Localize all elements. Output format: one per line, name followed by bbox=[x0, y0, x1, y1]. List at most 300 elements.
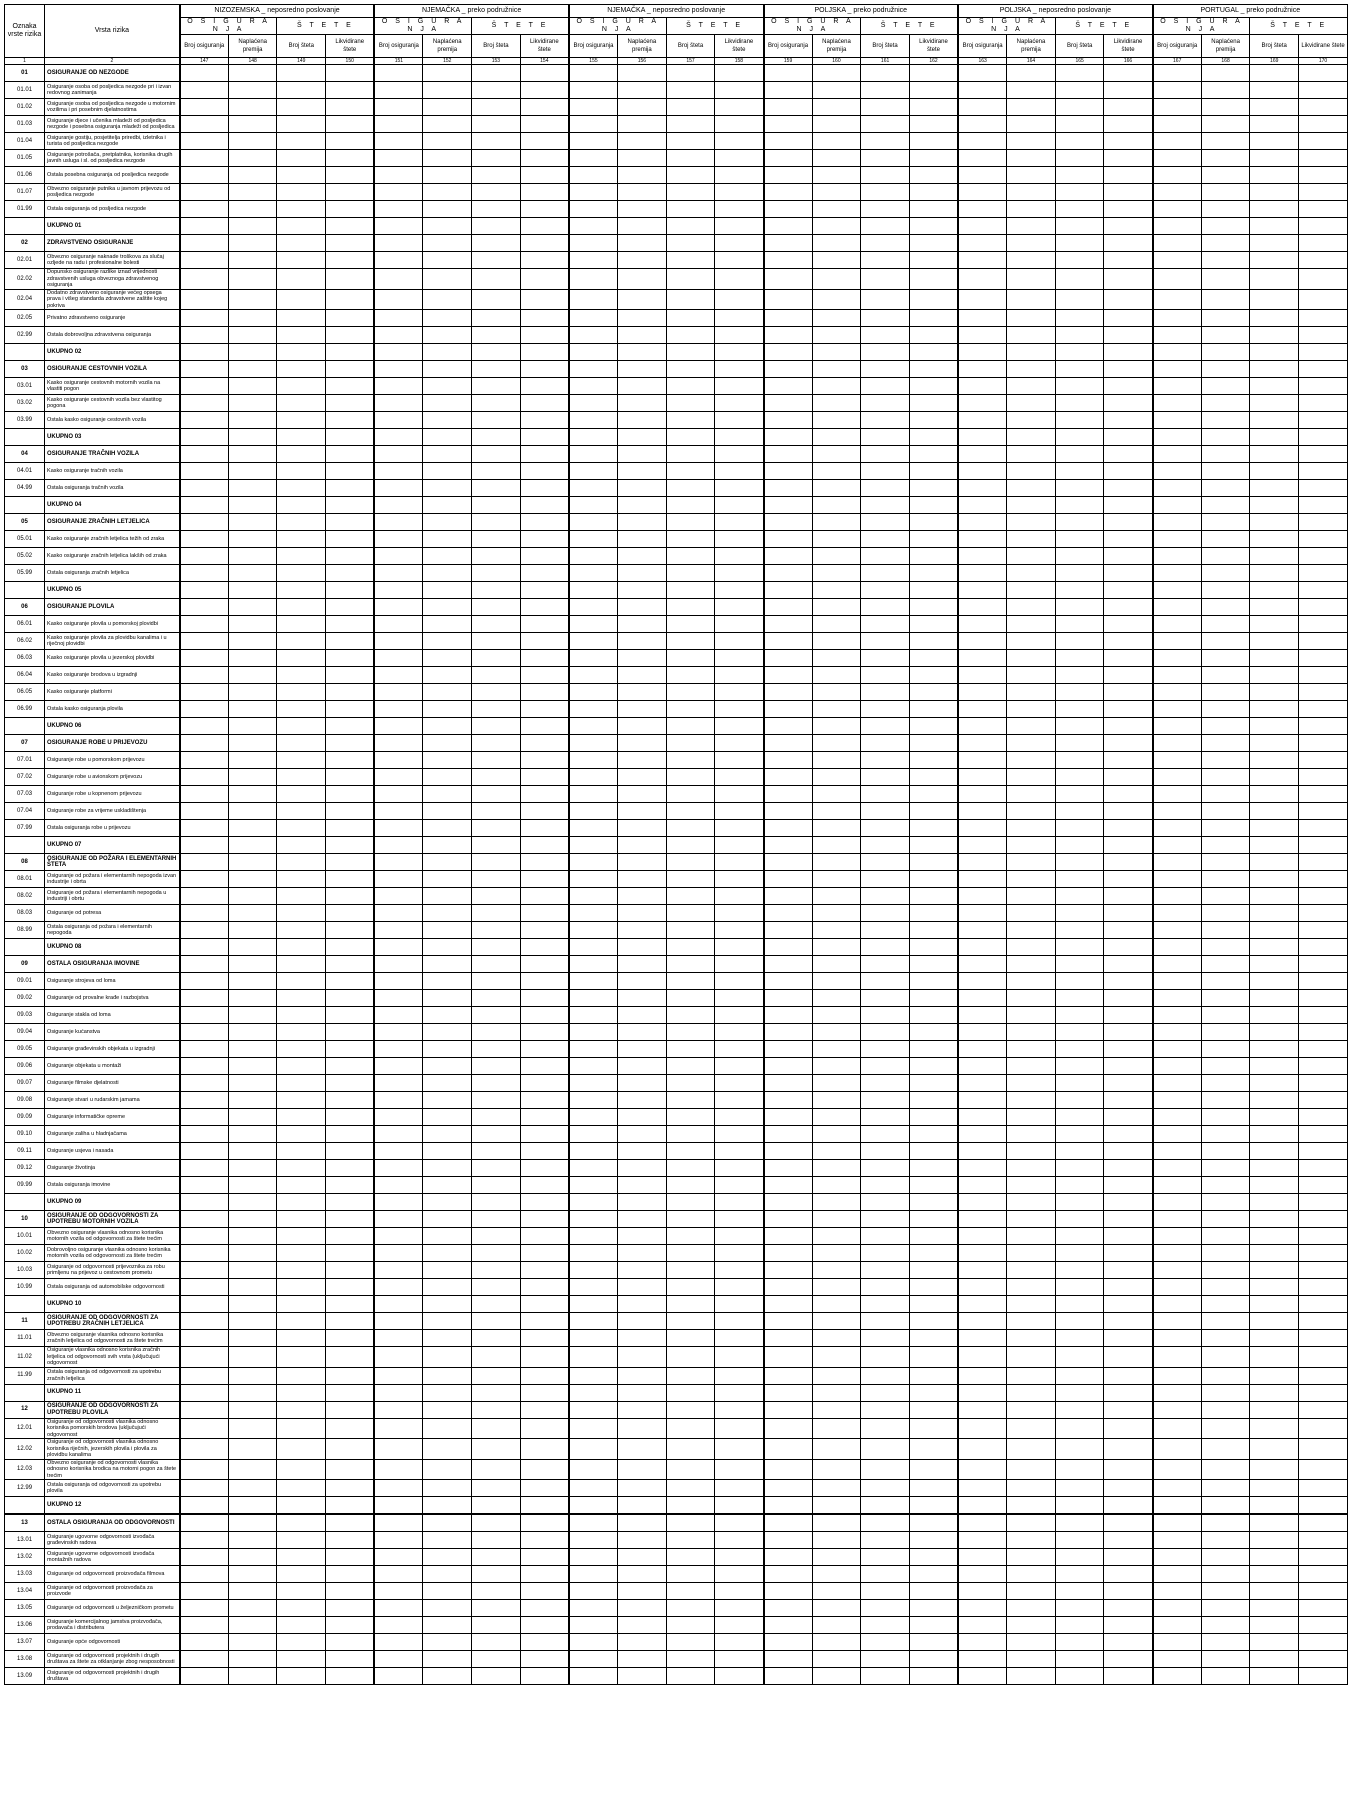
value-cell[interactable] bbox=[228, 888, 277, 905]
value-cell[interactable] bbox=[472, 531, 521, 548]
value-cell[interactable] bbox=[715, 854, 764, 871]
value-cell[interactable] bbox=[1055, 1194, 1104, 1211]
value-cell[interactable] bbox=[569, 65, 618, 82]
value-cell[interactable] bbox=[715, 990, 764, 1007]
value-cell[interactable] bbox=[1153, 1617, 1202, 1634]
value-cell[interactable] bbox=[423, 667, 472, 684]
value-cell[interactable] bbox=[715, 701, 764, 718]
value-cell[interactable] bbox=[764, 1143, 813, 1160]
value-cell[interactable] bbox=[909, 1330, 958, 1347]
value-cell[interactable] bbox=[423, 480, 472, 497]
value-cell[interactable] bbox=[569, 1532, 618, 1549]
value-cell[interactable] bbox=[812, 888, 861, 905]
value-cell[interactable] bbox=[812, 1634, 861, 1651]
value-cell[interactable] bbox=[909, 463, 958, 480]
value-cell[interactable] bbox=[423, 820, 472, 837]
value-cell[interactable] bbox=[1007, 1296, 1056, 1313]
value-cell[interactable] bbox=[909, 973, 958, 990]
value-cell[interactable] bbox=[666, 1075, 715, 1092]
value-cell[interactable] bbox=[618, 1041, 667, 1058]
value-cell[interactable] bbox=[569, 1245, 618, 1262]
value-cell[interactable] bbox=[1007, 1514, 1056, 1532]
value-cell[interactable] bbox=[228, 1583, 277, 1600]
value-cell[interactable] bbox=[812, 1651, 861, 1668]
value-cell[interactable] bbox=[1250, 133, 1299, 150]
value-cell[interactable] bbox=[1153, 1367, 1202, 1384]
value-cell[interactable] bbox=[277, 1634, 326, 1651]
value-cell[interactable] bbox=[958, 1058, 1007, 1075]
value-cell[interactable] bbox=[1153, 167, 1202, 184]
value-cell[interactable] bbox=[909, 531, 958, 548]
value-cell[interactable] bbox=[520, 1367, 569, 1384]
value-cell[interactable] bbox=[569, 531, 618, 548]
value-cell[interactable] bbox=[569, 361, 618, 378]
value-cell[interactable] bbox=[764, 446, 813, 463]
value-cell[interactable] bbox=[909, 1245, 958, 1262]
value-cell[interactable] bbox=[1007, 1160, 1056, 1177]
value-cell[interactable] bbox=[569, 1459, 618, 1480]
value-cell[interactable] bbox=[1055, 82, 1104, 99]
value-cell[interactable] bbox=[1007, 344, 1056, 361]
value-cell[interactable] bbox=[1201, 1143, 1250, 1160]
value-cell[interactable] bbox=[666, 922, 715, 939]
value-cell[interactable] bbox=[958, 548, 1007, 565]
value-cell[interactable] bbox=[228, 939, 277, 956]
value-cell[interactable] bbox=[1250, 218, 1299, 235]
value-cell[interactable] bbox=[277, 1347, 326, 1368]
value-cell[interactable] bbox=[715, 803, 764, 820]
value-cell[interactable] bbox=[666, 184, 715, 201]
value-cell[interactable] bbox=[618, 201, 667, 218]
value-cell[interactable] bbox=[812, 1367, 861, 1384]
value-cell[interactable] bbox=[715, 344, 764, 361]
value-cell[interactable] bbox=[1153, 684, 1202, 701]
value-cell[interactable] bbox=[666, 252, 715, 269]
value-cell[interactable] bbox=[180, 167, 229, 184]
value-cell[interactable] bbox=[1299, 1480, 1348, 1497]
value-cell[interactable] bbox=[861, 378, 910, 395]
value-cell[interactable] bbox=[326, 531, 375, 548]
value-cell[interactable] bbox=[180, 1143, 229, 1160]
value-cell[interactable] bbox=[861, 1143, 910, 1160]
value-cell[interactable] bbox=[1104, 1228, 1153, 1245]
value-cell[interactable] bbox=[423, 218, 472, 235]
value-cell[interactable] bbox=[715, 480, 764, 497]
value-cell[interactable] bbox=[277, 116, 326, 133]
value-cell[interactable] bbox=[277, 289, 326, 310]
value-cell[interactable] bbox=[277, 837, 326, 854]
value-cell[interactable] bbox=[277, 1514, 326, 1532]
value-cell[interactable] bbox=[228, 1549, 277, 1566]
value-cell[interactable] bbox=[812, 1600, 861, 1617]
value-cell[interactable] bbox=[1055, 1160, 1104, 1177]
value-cell[interactable] bbox=[569, 582, 618, 599]
value-cell[interactable] bbox=[569, 1634, 618, 1651]
value-cell[interactable] bbox=[423, 1330, 472, 1347]
value-cell[interactable] bbox=[1153, 1160, 1202, 1177]
value-cell[interactable] bbox=[812, 1418, 861, 1439]
value-cell[interactable] bbox=[618, 837, 667, 854]
value-cell[interactable] bbox=[1250, 1143, 1299, 1160]
value-cell[interactable] bbox=[228, 1651, 277, 1668]
value-cell[interactable] bbox=[666, 956, 715, 973]
value-cell[interactable] bbox=[1007, 820, 1056, 837]
value-cell[interactable] bbox=[520, 1007, 569, 1024]
value-cell[interactable] bbox=[764, 201, 813, 218]
value-cell[interactable] bbox=[326, 1177, 375, 1194]
value-cell[interactable] bbox=[520, 548, 569, 565]
value-cell[interactable] bbox=[520, 1143, 569, 1160]
value-cell[interactable] bbox=[472, 701, 521, 718]
value-cell[interactable] bbox=[618, 1313, 667, 1330]
value-cell[interactable] bbox=[1250, 412, 1299, 429]
value-cell[interactable] bbox=[1104, 1041, 1153, 1058]
value-cell[interactable] bbox=[1250, 1024, 1299, 1041]
value-cell[interactable] bbox=[423, 837, 472, 854]
value-cell[interactable] bbox=[861, 752, 910, 769]
value-cell[interactable] bbox=[861, 888, 910, 905]
value-cell[interactable] bbox=[909, 1041, 958, 1058]
value-cell[interactable] bbox=[228, 1075, 277, 1092]
value-cell[interactable] bbox=[909, 235, 958, 252]
value-cell[interactable] bbox=[1250, 1347, 1299, 1368]
value-cell[interactable] bbox=[277, 735, 326, 752]
value-cell[interactable] bbox=[374, 395, 423, 412]
value-cell[interactable] bbox=[326, 218, 375, 235]
value-cell[interactable] bbox=[1250, 235, 1299, 252]
value-cell[interactable] bbox=[715, 1143, 764, 1160]
value-cell[interactable] bbox=[666, 1480, 715, 1497]
value-cell[interactable] bbox=[958, 1549, 1007, 1566]
value-cell[interactable] bbox=[326, 1384, 375, 1401]
value-cell[interactable] bbox=[958, 973, 1007, 990]
value-cell[interactable] bbox=[1104, 786, 1153, 803]
value-cell[interactable] bbox=[618, 684, 667, 701]
value-cell[interactable] bbox=[958, 1262, 1007, 1279]
value-cell[interactable] bbox=[715, 1459, 764, 1480]
value-cell[interactable] bbox=[666, 1194, 715, 1211]
value-cell[interactable] bbox=[423, 1279, 472, 1296]
value-cell[interactable] bbox=[1055, 1075, 1104, 1092]
value-cell[interactable] bbox=[1299, 497, 1348, 514]
value-cell[interactable] bbox=[715, 201, 764, 218]
value-cell[interactable] bbox=[1055, 990, 1104, 1007]
value-cell[interactable] bbox=[326, 1514, 375, 1532]
value-cell[interactable] bbox=[618, 133, 667, 150]
value-cell[interactable] bbox=[423, 1549, 472, 1566]
value-cell[interactable] bbox=[277, 582, 326, 599]
value-cell[interactable] bbox=[520, 514, 569, 531]
value-cell[interactable] bbox=[1299, 378, 1348, 395]
value-cell[interactable] bbox=[326, 633, 375, 650]
value-cell[interactable] bbox=[861, 633, 910, 650]
value-cell[interactable] bbox=[520, 310, 569, 327]
value-cell[interactable] bbox=[180, 1600, 229, 1617]
value-cell[interactable] bbox=[861, 701, 910, 718]
value-cell[interactable] bbox=[1201, 1459, 1250, 1480]
value-cell[interactable] bbox=[1250, 871, 1299, 888]
value-cell[interactable] bbox=[618, 1583, 667, 1600]
value-cell[interactable] bbox=[1007, 922, 1056, 939]
value-cell[interactable] bbox=[666, 531, 715, 548]
value-cell[interactable] bbox=[472, 735, 521, 752]
value-cell[interactable] bbox=[1055, 395, 1104, 412]
value-cell[interactable] bbox=[228, 429, 277, 446]
value-cell[interactable] bbox=[472, 1439, 521, 1460]
value-cell[interactable] bbox=[1153, 1583, 1202, 1600]
value-cell[interactable] bbox=[374, 1024, 423, 1041]
value-cell[interactable] bbox=[326, 1245, 375, 1262]
value-cell[interactable] bbox=[958, 252, 1007, 269]
value-cell[interactable] bbox=[472, 1347, 521, 1368]
value-cell[interactable] bbox=[1201, 1549, 1250, 1566]
value-cell[interactable] bbox=[1104, 701, 1153, 718]
value-cell[interactable] bbox=[861, 1384, 910, 1401]
value-cell[interactable] bbox=[812, 531, 861, 548]
value-cell[interactable] bbox=[472, 1634, 521, 1651]
value-cell[interactable] bbox=[1201, 1075, 1250, 1092]
value-cell[interactable] bbox=[618, 633, 667, 650]
value-cell[interactable] bbox=[472, 1401, 521, 1418]
value-cell[interactable] bbox=[228, 310, 277, 327]
value-cell[interactable] bbox=[958, 1480, 1007, 1497]
value-cell[interactable] bbox=[569, 344, 618, 361]
value-cell[interactable] bbox=[666, 310, 715, 327]
value-cell[interactable] bbox=[520, 497, 569, 514]
value-cell[interactable] bbox=[180, 1109, 229, 1126]
value-cell[interactable] bbox=[1299, 344, 1348, 361]
value-cell[interactable] bbox=[277, 218, 326, 235]
value-cell[interactable] bbox=[569, 378, 618, 395]
value-cell[interactable] bbox=[326, 289, 375, 310]
value-cell[interactable] bbox=[423, 922, 472, 939]
value-cell[interactable] bbox=[812, 565, 861, 582]
value-cell[interactable] bbox=[909, 252, 958, 269]
value-cell[interactable] bbox=[374, 888, 423, 905]
value-cell[interactable] bbox=[715, 1401, 764, 1418]
value-cell[interactable] bbox=[472, 344, 521, 361]
value-cell[interactable] bbox=[666, 786, 715, 803]
value-cell[interactable] bbox=[861, 582, 910, 599]
value-cell[interactable] bbox=[861, 1651, 910, 1668]
value-cell[interactable] bbox=[520, 1245, 569, 1262]
value-cell[interactable] bbox=[666, 463, 715, 480]
value-cell[interactable] bbox=[326, 361, 375, 378]
value-cell[interactable] bbox=[812, 1480, 861, 1497]
value-cell[interactable] bbox=[666, 752, 715, 769]
value-cell[interactable] bbox=[374, 786, 423, 803]
value-cell[interactable] bbox=[909, 1566, 958, 1583]
value-cell[interactable] bbox=[374, 1279, 423, 1296]
value-cell[interactable] bbox=[861, 650, 910, 667]
value-cell[interactable] bbox=[374, 1347, 423, 1368]
value-cell[interactable] bbox=[374, 990, 423, 1007]
value-cell[interactable] bbox=[472, 167, 521, 184]
value-cell[interactable] bbox=[374, 1109, 423, 1126]
value-cell[interactable] bbox=[569, 412, 618, 429]
value-cell[interactable] bbox=[1299, 150, 1348, 167]
value-cell[interactable] bbox=[520, 1330, 569, 1347]
value-cell[interactable] bbox=[472, 310, 521, 327]
value-cell[interactable] bbox=[180, 361, 229, 378]
value-cell[interactable] bbox=[909, 1480, 958, 1497]
value-cell[interactable] bbox=[520, 837, 569, 854]
value-cell[interactable] bbox=[374, 429, 423, 446]
value-cell[interactable] bbox=[1299, 922, 1348, 939]
value-cell[interactable] bbox=[909, 803, 958, 820]
value-cell[interactable] bbox=[1007, 201, 1056, 218]
value-cell[interactable] bbox=[958, 116, 1007, 133]
value-cell[interactable] bbox=[1299, 956, 1348, 973]
value-cell[interactable] bbox=[1201, 701, 1250, 718]
value-cell[interactable] bbox=[1007, 531, 1056, 548]
value-cell[interactable] bbox=[909, 514, 958, 531]
value-cell[interactable] bbox=[1250, 167, 1299, 184]
value-cell[interactable] bbox=[326, 1347, 375, 1368]
value-cell[interactable] bbox=[1201, 1109, 1250, 1126]
value-cell[interactable] bbox=[1104, 905, 1153, 922]
value-cell[interactable] bbox=[423, 1439, 472, 1460]
value-cell[interactable] bbox=[1299, 684, 1348, 701]
value-cell[interactable] bbox=[1153, 361, 1202, 378]
value-cell[interactable] bbox=[715, 1211, 764, 1228]
value-cell[interactable] bbox=[180, 463, 229, 480]
value-cell[interactable] bbox=[1104, 599, 1153, 616]
value-cell[interactable] bbox=[326, 1024, 375, 1041]
value-cell[interactable] bbox=[1153, 990, 1202, 1007]
value-cell[interactable] bbox=[374, 514, 423, 531]
value-cell[interactable] bbox=[812, 1439, 861, 1460]
value-cell[interactable] bbox=[1153, 1211, 1202, 1228]
value-cell[interactable] bbox=[1201, 1024, 1250, 1041]
value-cell[interactable] bbox=[326, 1634, 375, 1651]
value-cell[interactable] bbox=[715, 888, 764, 905]
value-cell[interactable] bbox=[909, 752, 958, 769]
value-cell[interactable] bbox=[180, 650, 229, 667]
value-cell[interactable] bbox=[180, 429, 229, 446]
value-cell[interactable] bbox=[812, 735, 861, 752]
value-cell[interactable] bbox=[861, 1459, 910, 1480]
value-cell[interactable] bbox=[1104, 1439, 1153, 1460]
value-cell[interactable] bbox=[1201, 514, 1250, 531]
value-cell[interactable] bbox=[1153, 1245, 1202, 1262]
value-cell[interactable] bbox=[569, 310, 618, 327]
value-cell[interactable] bbox=[618, 412, 667, 429]
value-cell[interactable] bbox=[618, 769, 667, 786]
value-cell[interactable] bbox=[1104, 565, 1153, 582]
value-cell[interactable] bbox=[1007, 990, 1056, 1007]
value-cell[interactable] bbox=[180, 116, 229, 133]
value-cell[interactable] bbox=[1250, 1480, 1299, 1497]
value-cell[interactable] bbox=[958, 480, 1007, 497]
value-cell[interactable] bbox=[277, 310, 326, 327]
value-cell[interactable] bbox=[715, 1058, 764, 1075]
value-cell[interactable] bbox=[1104, 837, 1153, 854]
value-cell[interactable] bbox=[180, 905, 229, 922]
value-cell[interactable] bbox=[1055, 1617, 1104, 1634]
value-cell[interactable] bbox=[958, 201, 1007, 218]
value-cell[interactable] bbox=[180, 1566, 229, 1583]
value-cell[interactable] bbox=[1153, 395, 1202, 412]
value-cell[interactable] bbox=[374, 1583, 423, 1600]
value-cell[interactable] bbox=[423, 1418, 472, 1439]
value-cell[interactable] bbox=[618, 1367, 667, 1384]
value-cell[interactable] bbox=[1007, 150, 1056, 167]
value-cell[interactable] bbox=[228, 1330, 277, 1347]
value-cell[interactable] bbox=[764, 252, 813, 269]
value-cell[interactable] bbox=[472, 1024, 521, 1041]
value-cell[interactable] bbox=[1299, 1418, 1348, 1439]
value-cell[interactable] bbox=[326, 837, 375, 854]
value-cell[interactable] bbox=[715, 1583, 764, 1600]
value-cell[interactable] bbox=[1104, 684, 1153, 701]
value-cell[interactable] bbox=[715, 1418, 764, 1439]
value-cell[interactable] bbox=[764, 412, 813, 429]
value-cell[interactable] bbox=[715, 582, 764, 599]
value-cell[interactable] bbox=[812, 905, 861, 922]
value-cell[interactable] bbox=[715, 1313, 764, 1330]
value-cell[interactable] bbox=[1104, 1634, 1153, 1651]
value-cell[interactable] bbox=[958, 1075, 1007, 1092]
value-cell[interactable] bbox=[423, 888, 472, 905]
value-cell[interactable] bbox=[861, 1075, 910, 1092]
value-cell[interactable] bbox=[715, 116, 764, 133]
value-cell[interactable] bbox=[569, 446, 618, 463]
value-cell[interactable] bbox=[958, 582, 1007, 599]
value-cell[interactable] bbox=[1153, 752, 1202, 769]
value-cell[interactable] bbox=[423, 565, 472, 582]
value-cell[interactable] bbox=[1055, 184, 1104, 201]
value-cell[interactable] bbox=[1055, 582, 1104, 599]
value-cell[interactable] bbox=[520, 599, 569, 616]
value-cell[interactable] bbox=[764, 905, 813, 922]
value-cell[interactable] bbox=[861, 1583, 910, 1600]
value-cell[interactable] bbox=[715, 684, 764, 701]
value-cell[interactable] bbox=[666, 1459, 715, 1480]
value-cell[interactable] bbox=[958, 701, 1007, 718]
value-cell[interactable] bbox=[618, 939, 667, 956]
value-cell[interactable] bbox=[520, 735, 569, 752]
value-cell[interactable] bbox=[666, 1600, 715, 1617]
value-cell[interactable] bbox=[520, 956, 569, 973]
value-cell[interactable] bbox=[861, 1092, 910, 1109]
value-cell[interactable] bbox=[812, 65, 861, 82]
value-cell[interactable] bbox=[764, 888, 813, 905]
value-cell[interactable] bbox=[1104, 1401, 1153, 1418]
value-cell[interactable] bbox=[326, 1296, 375, 1313]
value-cell[interactable] bbox=[1104, 133, 1153, 150]
value-cell[interactable] bbox=[909, 1194, 958, 1211]
value-cell[interactable] bbox=[861, 133, 910, 150]
value-cell[interactable] bbox=[180, 1262, 229, 1279]
value-cell[interactable] bbox=[1104, 1160, 1153, 1177]
value-cell[interactable] bbox=[1055, 1439, 1104, 1460]
value-cell[interactable] bbox=[618, 1279, 667, 1296]
value-cell[interactable] bbox=[569, 150, 618, 167]
value-cell[interactable] bbox=[715, 531, 764, 548]
value-cell[interactable] bbox=[812, 582, 861, 599]
value-cell[interactable] bbox=[812, 327, 861, 344]
value-cell[interactable] bbox=[861, 116, 910, 133]
value-cell[interactable] bbox=[228, 1313, 277, 1330]
value-cell[interactable] bbox=[666, 1583, 715, 1600]
value-cell[interactable] bbox=[1153, 218, 1202, 235]
value-cell[interactable] bbox=[861, 1058, 910, 1075]
value-cell[interactable] bbox=[618, 1439, 667, 1460]
value-cell[interactable] bbox=[180, 1160, 229, 1177]
value-cell[interactable] bbox=[180, 1367, 229, 1384]
value-cell[interactable] bbox=[472, 133, 521, 150]
